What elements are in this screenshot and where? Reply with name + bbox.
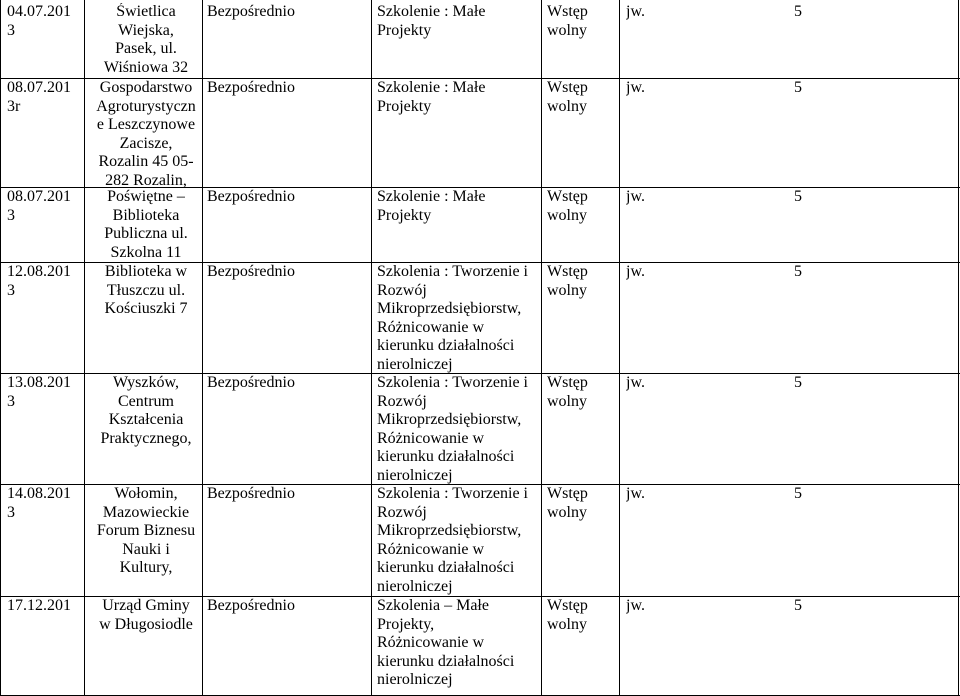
location-cell: Wyszków, Centrum Kształcenia Praktycznego, xyxy=(100,374,192,447)
mode-cell: Bezpośrednio xyxy=(207,485,295,502)
topic-cell: Szkolenia – Małe Projekty, Różnicowanie w kierunku działalności nierolniczej xyxy=(377,597,515,689)
location-cell: Świetlica Wiejska, Pasek, ul. Wiśniowa 32 xyxy=(103,3,189,76)
mode-cell: Bezpośrednio xyxy=(207,374,295,391)
date-cell: 12.08.201 3 xyxy=(7,263,71,299)
count-cell: 5 xyxy=(794,3,802,20)
same-as-cell: jw. xyxy=(626,79,645,96)
count-cell: 5 xyxy=(794,188,802,205)
access-cell: Wstęp wolny xyxy=(547,374,588,410)
mode-cell: Bezpośrednio xyxy=(207,597,295,614)
date-cell: 08.07.201 3r xyxy=(7,79,71,115)
date-cell: 17.12.201 xyxy=(7,597,71,614)
topic-cell: Szkolenia : Tworzenie i Rozwój Mikroprzedsiębiorstw, Różnicowanie w kierunku działalności nierolniczej xyxy=(377,263,528,373)
same-as-cell: jw. xyxy=(626,263,645,280)
access-cell: Wstęp wolny xyxy=(547,597,588,633)
count-cell: 5 xyxy=(794,485,802,502)
count-cell: 5 xyxy=(794,374,802,391)
access-cell: Wstęp wolny xyxy=(547,3,588,39)
column-divider xyxy=(202,0,203,696)
column-divider xyxy=(541,0,542,696)
count-cell: 5 xyxy=(794,79,802,96)
mode-cell: Bezpośrednio xyxy=(207,3,295,20)
same-as-cell: jw. xyxy=(626,188,645,205)
access-cell: Wstęp wolny xyxy=(547,79,588,115)
mode-cell: Bezpośrednio xyxy=(207,263,295,280)
mode-cell: Bezpośrednio xyxy=(207,79,295,96)
table-border xyxy=(958,0,959,696)
count-cell: 5 xyxy=(794,597,802,614)
date-cell: 04.07.201 3 xyxy=(7,3,71,39)
date-cell: 08.07.201 3 xyxy=(7,188,71,224)
access-cell: Wstęp wolny xyxy=(547,263,588,299)
column-divider xyxy=(619,0,620,696)
topic-cell: Szkolenia : Tworzenie i Rozwój Mikroprzedsiębiorstw, Różnicowanie w kierunku działalności nierolniczej xyxy=(377,374,528,484)
topic-cell: Szkolenie : Małe Projekty xyxy=(377,3,486,39)
location-cell: Poświętne – Biblioteka Publiczna ul. Szkolna 11 xyxy=(104,188,188,261)
date-cell: 14.08.201 3 xyxy=(7,485,71,521)
mode-cell: Bezpośrednio xyxy=(207,188,295,205)
same-as-cell: jw. xyxy=(626,485,645,502)
same-as-cell: jw. xyxy=(626,374,645,391)
topic-cell: Szkolenie : Małe Projekty xyxy=(377,188,486,224)
table-border xyxy=(0,0,1,696)
column-divider xyxy=(371,0,372,696)
location-cell: Wołomin, Mazowieckie Forum Biznesu Nauki i Kultury, xyxy=(96,485,196,577)
location-cell: Biblioteka w Tłuszczu ul. Kościuszki 7 xyxy=(104,263,188,318)
count-cell: 5 xyxy=(794,263,802,280)
same-as-cell: jw. xyxy=(626,3,645,20)
date-cell: 13.08.201 3 xyxy=(7,374,71,410)
location-cell: Urząd Gminy w Długosiodle xyxy=(99,597,193,633)
same-as-cell: jw. xyxy=(626,597,645,614)
access-cell: Wstęp wolny xyxy=(547,485,588,521)
topic-cell: Szkolenie : Małe Projekty xyxy=(377,79,486,115)
column-divider xyxy=(84,0,85,696)
access-cell: Wstęp wolny xyxy=(547,188,588,224)
location-cell: Gospodarstwo Agroturystyczn e Leszczynowe Zacisze, Rozalin 45 05- 282 Rozalin, xyxy=(96,79,196,189)
topic-cell: Szkolenia : Tworzenie i Rozwój Mikroprzedsiębiorstw, Różnicowanie w kierunku działalności nierolniczej xyxy=(377,485,528,595)
